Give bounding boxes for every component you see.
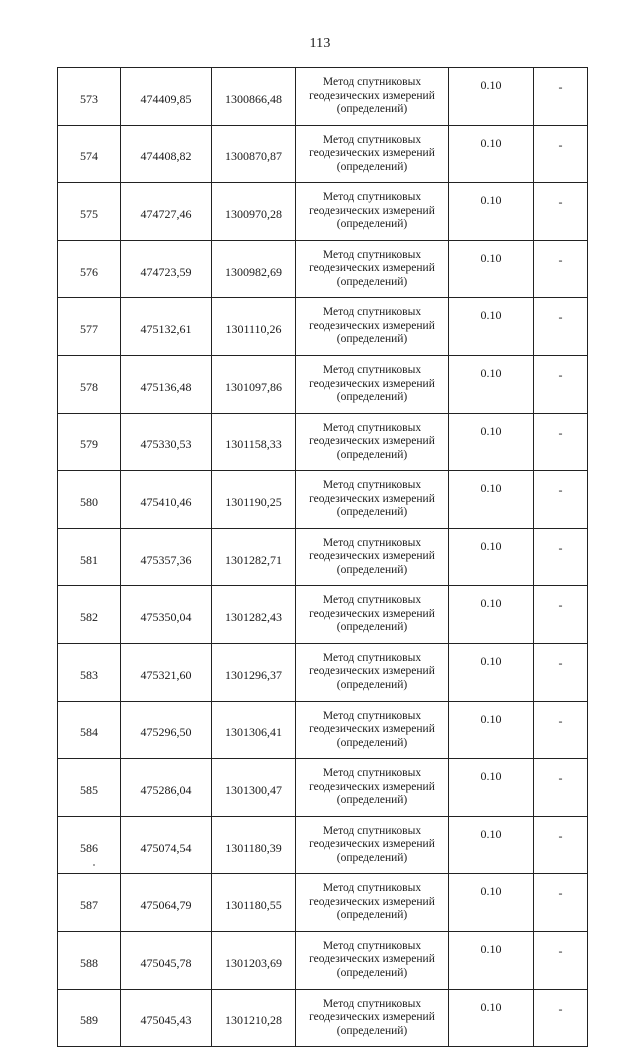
description-cell: - [534, 298, 588, 356]
method-line-1: Метод спутниковых [322, 306, 422, 319]
x-coordinate-cell: 475136,48 [121, 355, 212, 413]
accuracy-cell: 0.10 [449, 586, 534, 644]
point-number-cell: 585 [58, 759, 121, 817]
method-line-2: геодезических измерений [309, 723, 435, 736]
y-coordinate-cell: 1301210,28 [212, 989, 296, 1047]
y-coordinate-cell: 1301097,86 [212, 355, 296, 413]
method-line-1: Метод спутниковых [322, 939, 422, 952]
table-row [58, 874, 588, 932]
table-row [58, 586, 588, 644]
x-coordinate-cell: 475330,53 [121, 413, 212, 471]
method-line-1: Метод спутниковых [322, 364, 422, 377]
point-number-cell: 579 [58, 413, 121, 471]
point-number-cell: 578 [58, 355, 121, 413]
method-line-1: Метод спутниковых [322, 536, 422, 549]
x-coordinate-cell: 475357,36 [121, 528, 212, 586]
accuracy-cell: 0.10 [449, 989, 534, 1047]
table-row [58, 413, 588, 471]
description-cell: - [534, 586, 588, 644]
table-row [58, 701, 588, 759]
x-coordinate-cell: 475064,79 [121, 874, 212, 932]
point-number-cell: 575 [58, 183, 121, 241]
table-row [58, 759, 588, 817]
method-cell [296, 413, 449, 471]
page-number: 113 [309, 36, 331, 51]
method-line-3: (определений) [336, 851, 408, 864]
point-number-cell: 582 [58, 586, 121, 644]
method-line-3: (определений) [336, 736, 408, 749]
x-coordinate-cell: 474409,85 [121, 68, 212, 126]
method-cell [296, 240, 449, 298]
point-number-cell: 586 [58, 816, 121, 874]
description-cell: - [534, 355, 588, 413]
method-line-1: Метод спутниковых [322, 479, 422, 492]
method-line-2: геодезических измерений [309, 262, 435, 275]
method-cell [296, 816, 449, 874]
method-line-3: (определений) [336, 909, 408, 922]
method-line-2: геодезических измерений [309, 780, 435, 793]
method-line-3: (определений) [336, 506, 408, 519]
method-line-2: геодезических измерений [309, 895, 435, 908]
accuracy-cell: 0.10 [449, 355, 534, 413]
description-cell: - [534, 931, 588, 989]
accuracy-cell: 0.10 [449, 874, 534, 932]
method-cell [296, 759, 449, 817]
point-number-cell: 588 [58, 931, 121, 989]
method-line-2: геодезических измерений [309, 492, 435, 505]
table-row [58, 298, 588, 356]
method-line-2: геодезических измерений [309, 550, 435, 563]
y-coordinate-cell: 1301180,39 [212, 816, 296, 874]
point-number-cell: 580 [58, 471, 121, 529]
description-cell: - [534, 125, 588, 183]
method-line-2: геодезических измерений [309, 607, 435, 620]
method-line-3: (определений) [336, 448, 408, 461]
method-cell [296, 874, 449, 932]
method-cell [296, 643, 449, 701]
y-coordinate-cell: 1300982,69 [212, 240, 296, 298]
description-cell: - [534, 701, 588, 759]
x-coordinate-cell: 475296,50 [121, 701, 212, 759]
method-line-3: (определений) [336, 1024, 408, 1037]
method-line-3: (определений) [336, 621, 408, 634]
method-cell [296, 931, 449, 989]
method-line-2: геодезических измерений [309, 89, 435, 102]
description-cell: - [534, 240, 588, 298]
method-line-3: (определений) [336, 160, 408, 173]
method-line-3: (определений) [336, 333, 408, 346]
point-number-cell: 573 [58, 68, 121, 126]
y-coordinate-cell: 1301300,47 [212, 759, 296, 817]
scan-speck [93, 864, 95, 866]
method-line-3: (определений) [336, 966, 408, 979]
description-cell: - [534, 528, 588, 586]
accuracy-cell: 0.10 [449, 240, 534, 298]
description-cell: - [534, 874, 588, 932]
description-cell: - [534, 183, 588, 241]
accuracy-cell: 0.10 [449, 298, 534, 356]
method-line-2: геодезических измерений [309, 435, 435, 448]
table-row [58, 125, 588, 183]
y-coordinate-cell: 1301190,25 [212, 471, 296, 529]
method-line-3: (определений) [336, 678, 408, 691]
x-coordinate-cell: 474408,82 [121, 125, 212, 183]
method-cell [296, 183, 449, 241]
description-cell: - [534, 816, 588, 874]
x-coordinate-cell: 475410,46 [121, 471, 212, 529]
table-row [58, 240, 588, 298]
y-coordinate-cell: 1301203,69 [212, 931, 296, 989]
method-line-1: Метод спутниковых [322, 997, 422, 1010]
coordinates-table-body [58, 68, 588, 1047]
method-cell [296, 701, 449, 759]
x-coordinate-cell: 475321,60 [121, 643, 212, 701]
method-line-3: (определений) [336, 563, 408, 576]
method-line-2: геодезических измерений [309, 147, 435, 160]
point-number-cell: 581 [58, 528, 121, 586]
point-number-cell: 587 [58, 874, 121, 932]
table-row [58, 816, 588, 874]
y-coordinate-cell: 1301110,26 [212, 298, 296, 356]
method-cell [296, 68, 449, 126]
method-line-3: (определений) [336, 103, 408, 116]
x-coordinate-cell: 475286,04 [121, 759, 212, 817]
method-line-2: геодезических измерений [309, 319, 435, 332]
coordinates-table [57, 67, 588, 1047]
point-number-cell: 577 [58, 298, 121, 356]
method-line-2: геодезических измерений [309, 1011, 435, 1024]
method-cell [296, 298, 449, 356]
y-coordinate-cell: 1301180,55 [212, 874, 296, 932]
method-line-2: геодезических измерений [309, 204, 435, 217]
y-coordinate-cell: 1301306,41 [212, 701, 296, 759]
method-line-1: Метод спутниковых [322, 133, 422, 146]
method-line-1: Метод спутниковых [322, 421, 422, 434]
table-row [58, 355, 588, 413]
point-number-cell: 584 [58, 701, 121, 759]
description-cell: - [534, 471, 588, 529]
method-line-1: Метод спутниковых [322, 191, 422, 204]
x-coordinate-cell: 475045,43 [121, 989, 212, 1047]
accuracy-cell: 0.10 [449, 183, 534, 241]
method-line-3: (определений) [336, 275, 408, 288]
accuracy-cell: 0.10 [449, 528, 534, 586]
point-number-cell: 583 [58, 643, 121, 701]
accuracy-cell: 0.10 [449, 643, 534, 701]
y-coordinate-cell: 1300970,28 [212, 183, 296, 241]
y-coordinate-cell: 1300870,87 [212, 125, 296, 183]
y-coordinate-cell: 1301296,37 [212, 643, 296, 701]
x-coordinate-cell: 475045,78 [121, 931, 212, 989]
y-coordinate-cell: 1301158,33 [212, 413, 296, 471]
x-coordinate-cell: 475132,61 [121, 298, 212, 356]
accuracy-cell: 0.10 [449, 931, 534, 989]
point-number-cell: 576 [58, 240, 121, 298]
point-number-cell: 574 [58, 125, 121, 183]
method-line-3: (определений) [336, 794, 408, 807]
method-line-2: геодезических измерений [309, 665, 435, 678]
table-row [58, 68, 588, 126]
method-cell [296, 471, 449, 529]
description-cell: - [534, 989, 588, 1047]
point-number-cell: 589 [58, 989, 121, 1047]
x-coordinate-cell: 475350,04 [121, 586, 212, 644]
table-row [58, 643, 588, 701]
description-cell: - [534, 68, 588, 126]
table-row [58, 989, 588, 1047]
y-coordinate-cell: 1301282,71 [212, 528, 296, 586]
accuracy-cell: 0.10 [449, 125, 534, 183]
method-line-1: Метод спутниковых [322, 709, 422, 722]
y-coordinate-cell: 1300866,48 [212, 68, 296, 126]
accuracy-cell: 0.10 [449, 413, 534, 471]
method-line-2: геодезических измерений [309, 953, 435, 966]
x-coordinate-cell: 474727,46 [121, 183, 212, 241]
method-line-2: геодезических измерений [309, 838, 435, 851]
description-cell: - [534, 413, 588, 471]
method-line-3: (определений) [336, 218, 408, 231]
method-cell [296, 125, 449, 183]
method-cell [296, 586, 449, 644]
x-coordinate-cell: 474723,59 [121, 240, 212, 298]
method-cell [296, 355, 449, 413]
method-line-1: Метод спутниковых [322, 248, 422, 261]
y-coordinate-cell: 1301282,43 [212, 586, 296, 644]
accuracy-cell: 0.10 [449, 471, 534, 529]
method-line-1: Метод спутниковых [322, 824, 422, 837]
method-line-2: геодезических измерений [309, 377, 435, 390]
method-cell [296, 989, 449, 1047]
description-cell: - [534, 643, 588, 701]
accuracy-cell: 0.10 [449, 759, 534, 817]
table-row [58, 471, 588, 529]
accuracy-cell: 0.10 [449, 68, 534, 126]
method-line-3: (определений) [336, 391, 408, 404]
method-line-1: Метод спутниковых [322, 651, 422, 664]
table-row [58, 931, 588, 989]
accuracy-cell: 0.10 [449, 816, 534, 874]
method-line-1: Метод спутниковых [322, 76, 422, 89]
method-cell [296, 528, 449, 586]
method-line-1: Метод спутниковых [322, 594, 422, 607]
table-row [58, 528, 588, 586]
method-line-1: Метод спутниковых [322, 767, 422, 780]
description-cell: - [534, 759, 588, 817]
x-coordinate-cell: 475074,54 [121, 816, 212, 874]
table-row [58, 183, 588, 241]
accuracy-cell: 0.10 [449, 701, 534, 759]
method-line-1: Метод спутниковых [322, 882, 422, 895]
